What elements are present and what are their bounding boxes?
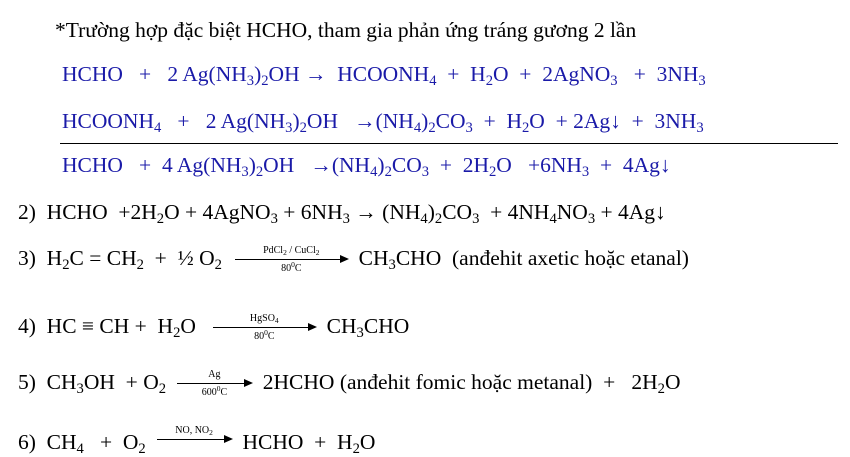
reaction-arrow: →	[310, 153, 332, 177]
arrow-icon	[177, 383, 251, 384]
heading-text: *Trường hợp đặc biệt HCHO, tham gia phản ứng tráng gương 2 lần	[55, 18, 637, 42]
reaction-condition-arrow: PdCl$_2$ / CuCl$_2$ $80^0C$	[235, 246, 347, 274]
arrow-icon	[157, 439, 231, 440]
blue-equation-sum: HCHO + 4 $Ag(NH_3)_2OH$ $\to(NH_4)_2CO_3 + 2H_2O$ $+6NH_3$ + 4Ag↓	[62, 153, 671, 181]
sum-divider-line	[60, 143, 838, 144]
reaction-arrow: →	[304, 62, 327, 86]
reaction-condition-arrow: $\frac{Ag}{600^0C}$	[177, 370, 251, 398]
blue-equation-2: $HCOONH_4$ + 2 $Ag(NH_3)_2OH$ $\to(NH_4)_2CO_3 + H_2O$ + 2Ag↓ + $3NH_3$	[62, 109, 704, 137]
reaction-condition-arrow: HgSO$_4$ $80^0C$	[213, 314, 315, 342]
reaction-4: 4) HC ≡ CH + $H_2O$ HgSO$_4$ $80^0C$ $CH_3CHO$	[18, 313, 410, 342]
reaction-arrow: →	[355, 200, 377, 224]
blue-equation-1: HCHO + 2 $Ag(NH_3)_2OH$ → $HCOONH_4 + H_2O$ + 2AgNO$_3$ + $3NH_3$	[62, 62, 706, 90]
arrow-icon	[213, 327, 315, 328]
reaction-5: 5) $CH_3OH + O_2$ $\frac{Ag}{600^0C}$ 2HCHO (anđehit fomic hoặc metanal) + $2H_2O$	[18, 369, 681, 398]
reaction-3: 3) $H_2C = CH_2$ + ½ $O_2$ PdCl$_2$ / CuCl$_2$ $80^0C$ $CH_3CHO$ (anđehit axetic hoặc etanal)	[18, 245, 689, 274]
reaction-6: 6) $CH_4$ + $O_2$ NO, $NO_2$ HCHO + $H_2O$	[18, 425, 376, 457]
reaction-2: 2) HCHO $+2H_2O$ + 4AgNO$_3$ + $6NH_3 \to (NH_4)_2CO_3 + 4NH_4NO_3$ + 4Ag↓	[18, 200, 666, 228]
reaction-condition-arrow: NO, $NO_2$	[157, 426, 231, 444]
arrow-icon	[235, 259, 347, 260]
reaction-arrow: →	[354, 109, 376, 133]
